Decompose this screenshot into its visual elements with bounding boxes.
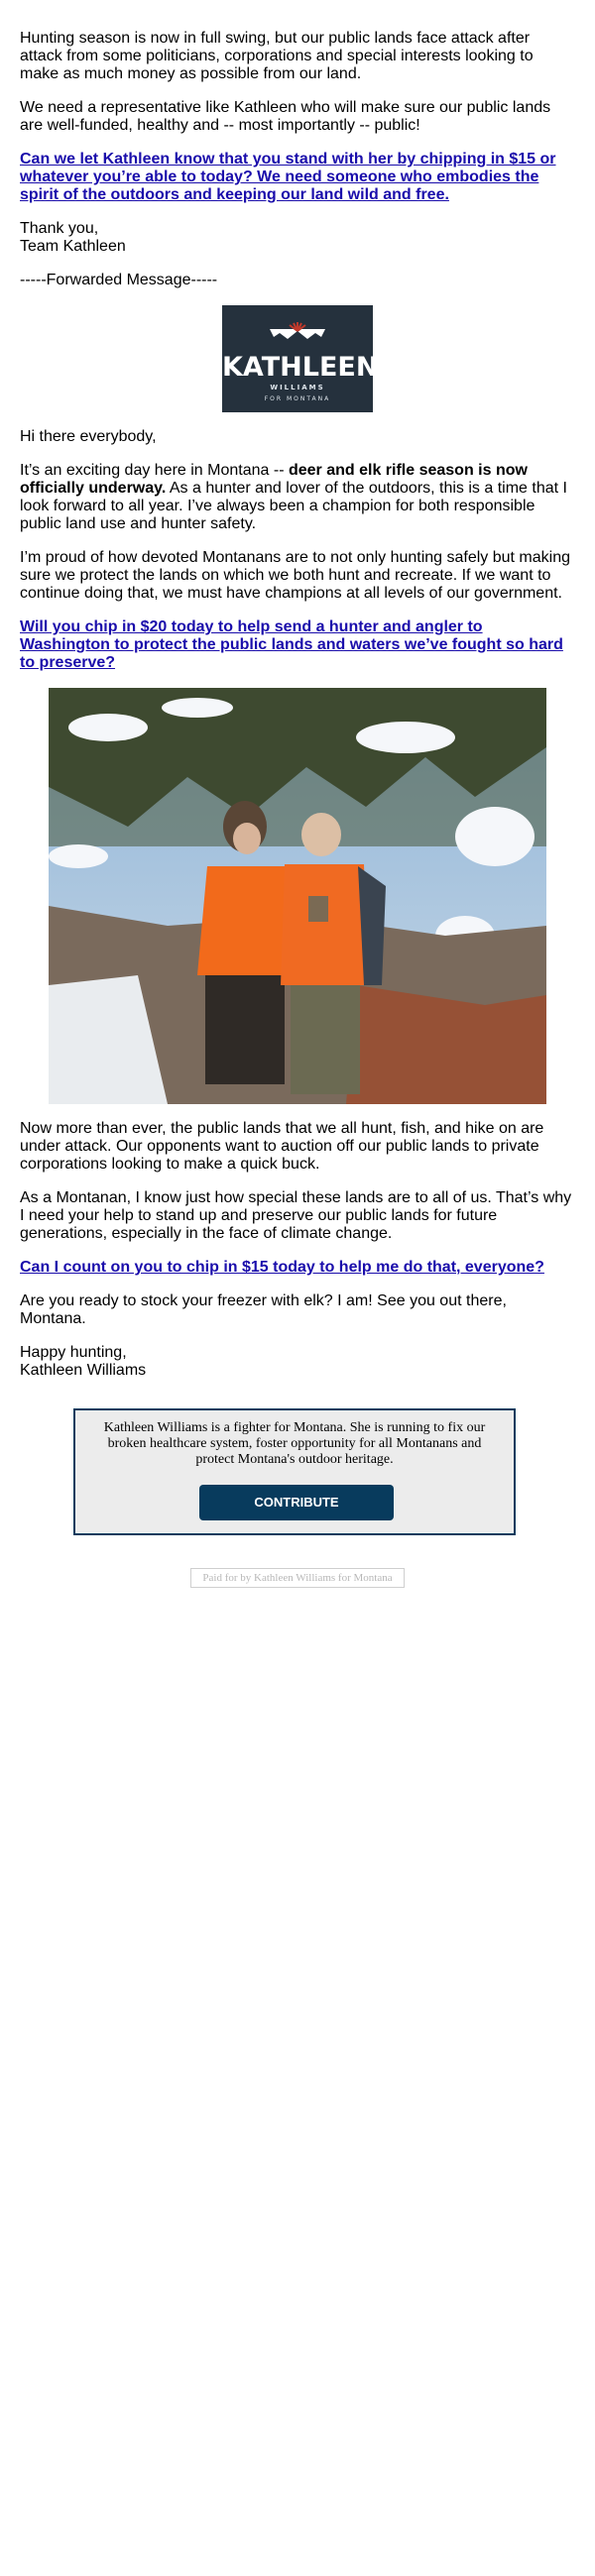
logo-tagline: FOR MONTANA	[264, 395, 331, 402]
closing	[20, 1344, 575, 1380]
season-text-bold: deer and elk rifle season is now officially underway.	[20, 462, 528, 497]
contribute-box	[73, 1408, 516, 1535]
mountain-sunburst-icon	[268, 319, 327, 343]
montanan-paragraph: As a Montanan, I know just how special these lands are to all of us. That’s why I need your help to stand up and preserve our public lands for future generations, especially in the face of climate change.	[20, 1189, 572, 1242]
email-body	[20, 30, 575, 1396]
freezer-paragraph: Are you ready to stock your freezer with elk? I am! See you out there, Montana.	[20, 1292, 507, 1327]
intro-paragraph-2: We need a representative like Kathleen who will make sure our public lands are well-funded, healthy and -- most importantly -- public!	[20, 99, 551, 134]
proud-paragraph: I’m proud of how devoted Montanans are to not only hunting safely but making sure we protect the lands on which we both hunt and recreate. If we want to continue doing that, we must have champions at all levels of our government.	[20, 549, 571, 602]
attack-paragraph: Now more than ever, the public lands that we all hunt, fish, and hike on are under attack. Our opponents want to auction off our public lands to private corporations looking to make a quick buck.	[20, 1120, 544, 1173]
forwarded-divider: -----Forwarded Message-----	[20, 272, 218, 288]
donate-link-20[interactable]: Will you chip in $20 today to help send a hunter and angler to Washington to protect the public lands and waters we’ve fought so hard to preserve?	[20, 618, 563, 671]
closing-text: Happy hunting,	[20, 1344, 127, 1361]
candidate-blurb: Kathleen Williams is a fighter for Montana. She is running to fix our broken healthcare system, foster opportunity for all Montanans and protect Montana's outdoor heritage.	[103, 1420, 486, 1467]
donate-link-paragraph-3	[20, 1259, 575, 1277]
intro-paragraph-1: Hunting season is now in full swing, but our public lands face attack after attack from some politicians, corporations and special interests looking to make as much money as possible from our land.	[20, 30, 534, 82]
season-text-post: As a hunter and lover of the outdoors, this is a time that I look forward to all year. I’ve always been a champion for both responsible public land use and hunter safety.	[20, 480, 567, 532]
signature: Kathleen Williams	[20, 1362, 147, 1379]
season-paragraph	[20, 462, 575, 533]
paid-for-disclaimer: Paid for by Kathleen Williams for Montana	[190, 1568, 405, 1588]
logo-name: KATHLEEN	[222, 352, 379, 383]
campaign-logo	[222, 305, 379, 412]
contribute-button[interactable]: CONTRIBUTE	[199, 1485, 394, 1520]
donate-link-15[interactable]: Can we let Kathleen know that you stand with her by chipping in $15 or whatever you’re able to today? We need someone who embodies the spirit of the outdoors and keeping our land wild and free.	[20, 151, 556, 203]
donate-link-paragraph-1	[20, 151, 575, 204]
team-name: Team Kathleen	[20, 238, 126, 255]
season-text-pre: It’s an exciting day here in Montana --	[20, 462, 289, 479]
logo-subtitle: WILLIAMS	[270, 384, 325, 392]
donate-link-paragraph-2	[20, 618, 575, 672]
thanks-text: Thank you,	[20, 220, 99, 237]
donate-link-15-everyone[interactable]: Can I count on you to chip in $15 today to help me do that, everyone?	[20, 1259, 544, 1276]
greeting: Hi there everybody,	[20, 428, 157, 445]
hunters-photo[interactable]	[49, 688, 546, 1104]
sign-off	[20, 220, 575, 256]
